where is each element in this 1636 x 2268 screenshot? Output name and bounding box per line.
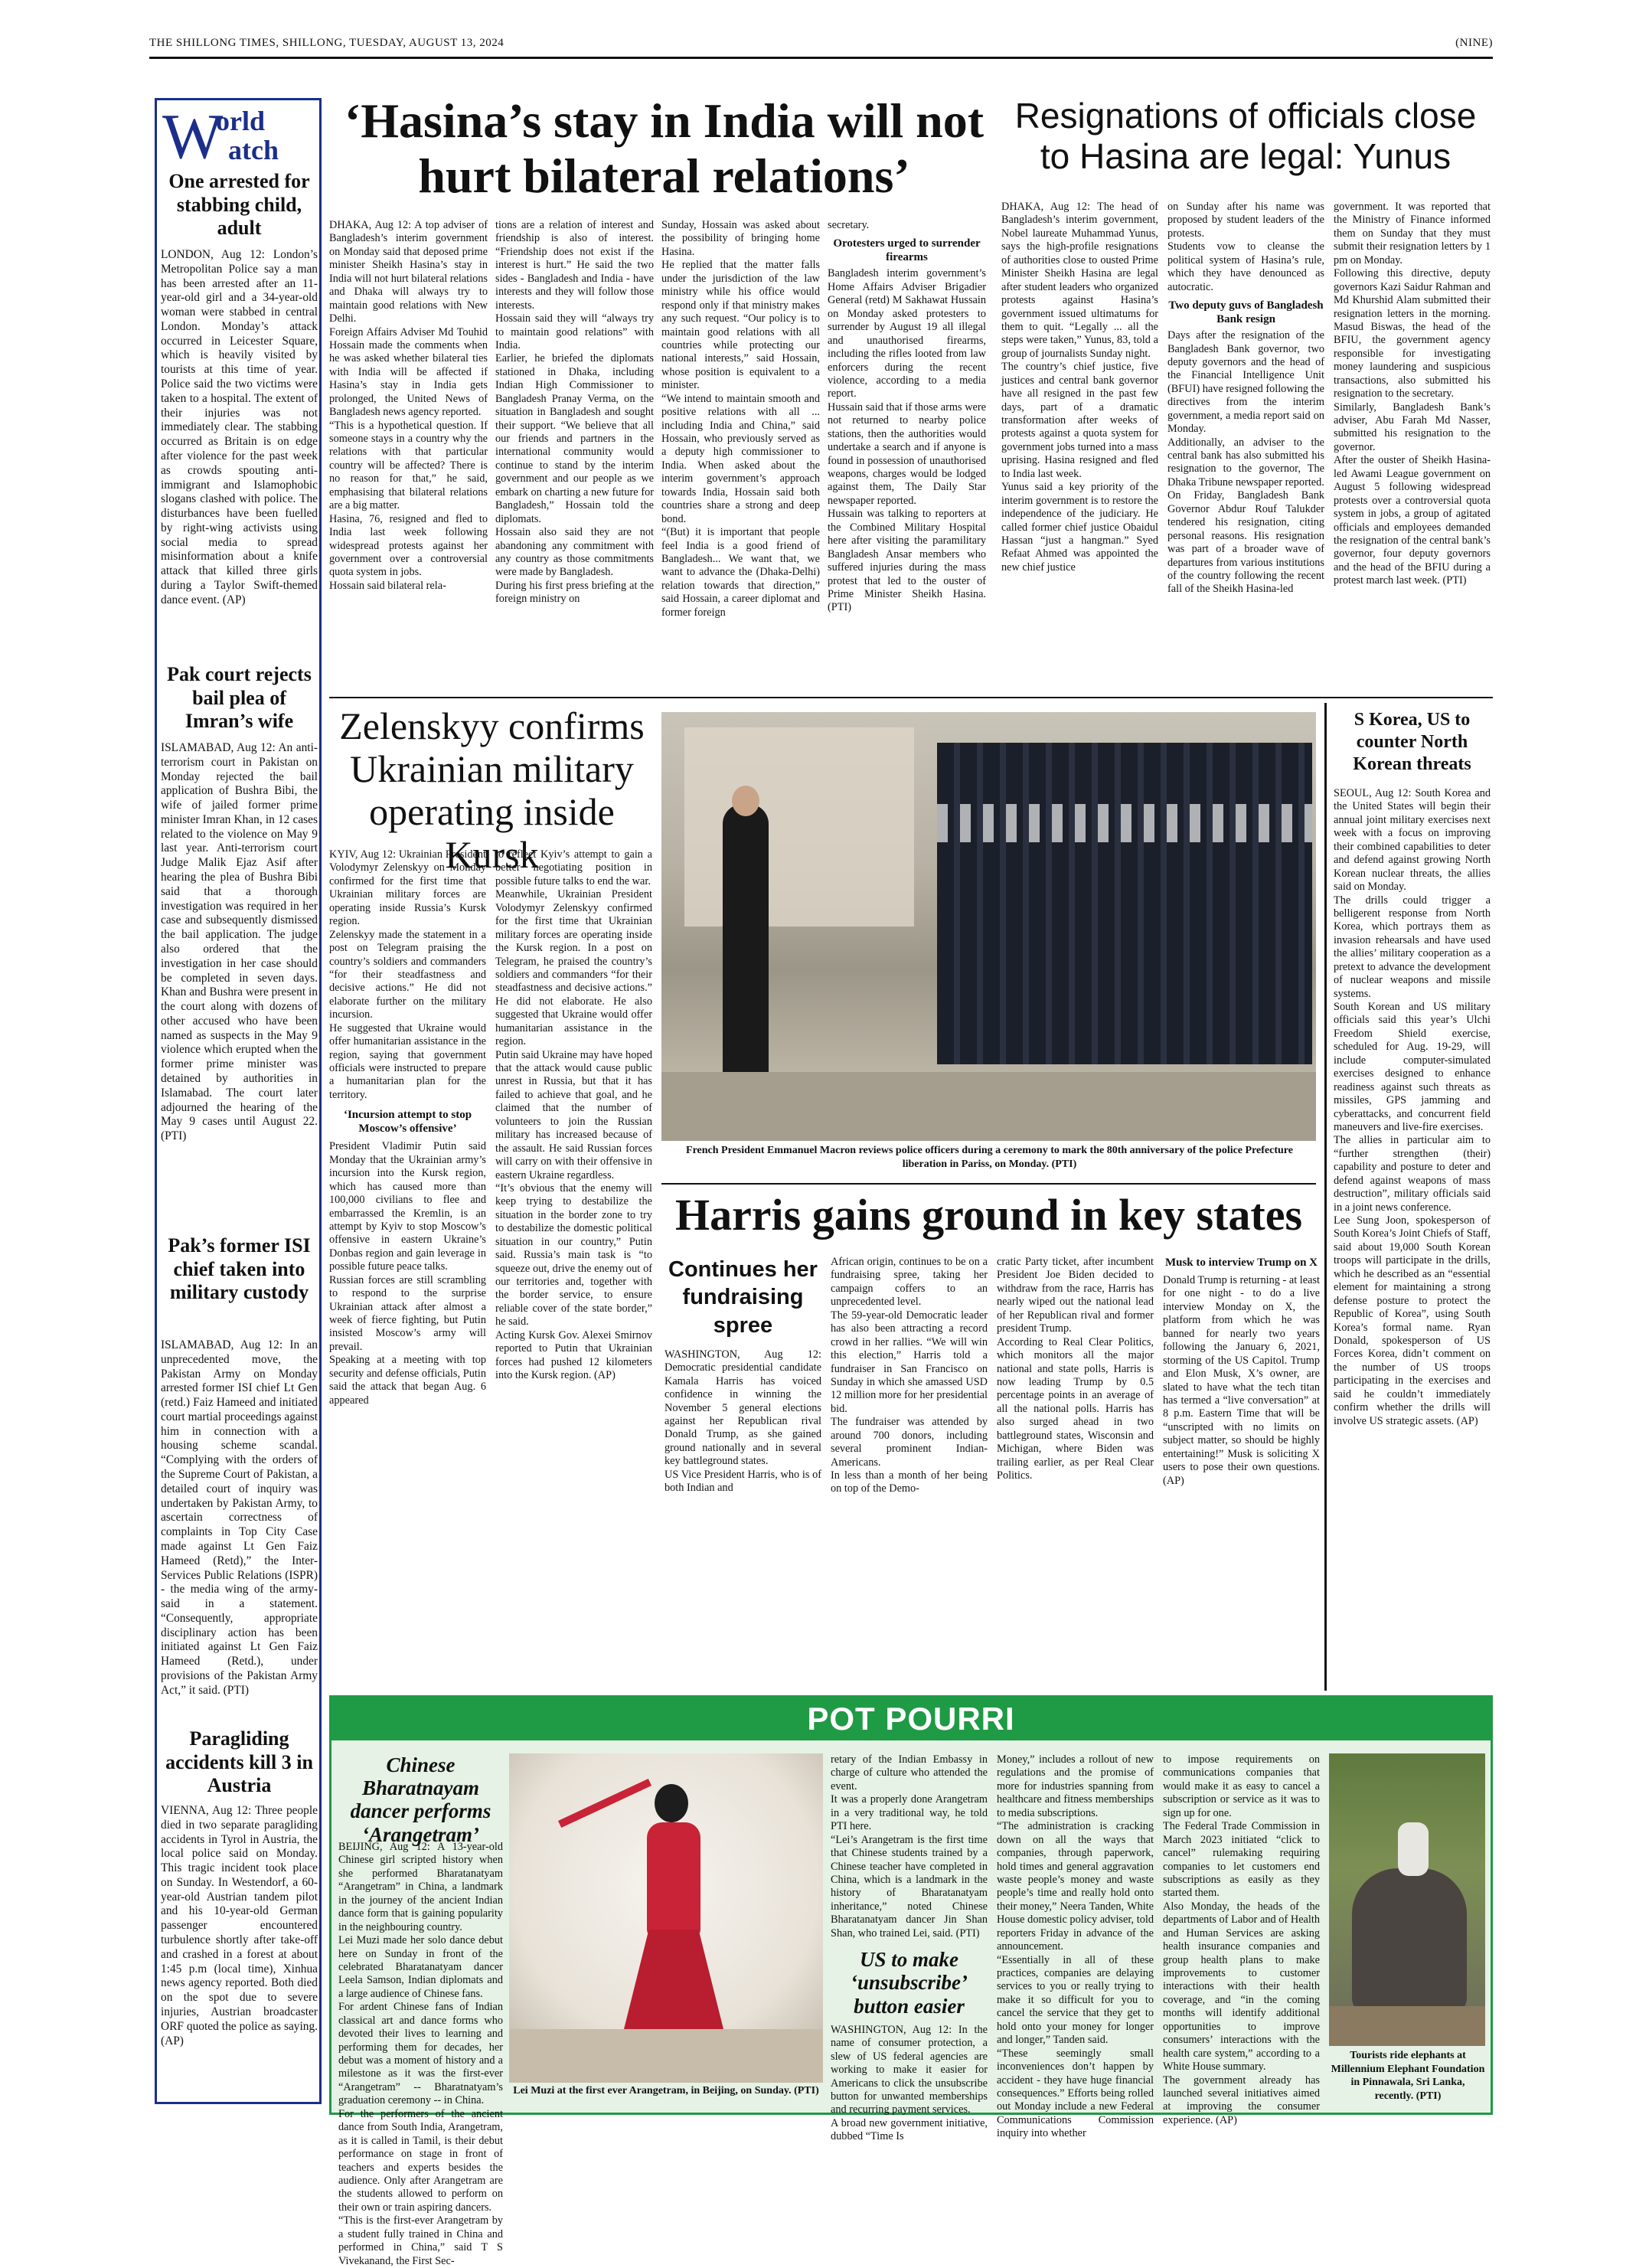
ww-headline-2: Pak court rejects bail plea of Imran’s wife <box>167 663 312 733</box>
skorea-headline: S Korea, US to counter North Korean threats <box>1353 710 1471 774</box>
zelensky-subhead: ‘Incursion attempt to stop Moscow’s offensive’ <box>343 1109 472 1136</box>
hasina-col-2: tions are a relation of interest and friendship is also of interest. “Friendship does not exist if the interest is hurt.” He said the two sides - Bangladesh and India - have interests and they will follow those interests. Hossain said they will “always try to maintain good relations” with India. Earlier, he briefed the diplomats stationed in Dhaka, including Indian High Commissioner to Bangladesh Pranay Verma, on the situation in Bangladesh and sought their support. “We believe that all our friends and partners in the international community would continue to stand by the interim government and our people as we embark on charting a new future for Bangladesh,” Hossain told the diplomats. Hossain also said they are not abandoning any commitment with any country as those commitments were made by Bangladesh. During his first press briefing at the foreign ministry on <box>495 219 654 606</box>
dancer-photo <box>509 1753 823 2083</box>
us-col-3: to impose requirements on communications companies that would make it as easy to cancel a subscription or service as it was to sign up for one. The Federal Trade Commission in March 2023 initiated “click to cancel” rulemaking requiring companies to let customers end subscriptions as easily as they started them. Also Monday, the heads of the departments of Labor and of Health and Human Services are asking health insurance companies and group health plans to make improvements to customer interactions with their health coverage, and “in the coming months will identify additional opportunities to improve consumers’ interactions with the health care system,” according to a White House summary. The government already has launched several initiatives aimed at improving the consumer experience. (AP) <box>1163 1753 1320 2126</box>
ww-story-1: LONDON, Aug 12: London’s Metropolitan Police say a man has been arrested after an 11-year-old girl and a 34-year-old woman were stabbed in central London. Monday’s attack occurred in Leicester Square, which is heavily visited by tourists at this time of year. Police said the two victims were taken to a hospital. The extent of their injuries was not immediately clear. The stabbing occurred as Britain is on edge after violence for the past week as crowds spouting anti-immigrant and Islamophobic slogans clashed with police. The disturbances have been fuelled by right-wing activists using social media to spread misinformation about a knife attack that killed three girls during a Taylor Swift-themed dance event. (AP) <box>161 248 318 606</box>
harris-rule <box>661 1183 1316 1185</box>
harris-col-4: Musk to interview Trump on X Donald Trump is returning - at least for one night - to do a live interview Monday on X, the platform from which he was banned for nearly two years following the January 6, 2021, storming of the US Capitol. Trump and Elon Musk, X’s owner, are slated to have what the tech titan has termed a “live conversation” at 8 p.m. Eastern Time that will be “unscripted with no limits on subject matter, so should be highly entertaining!” Musk is soliciting X users to pose their own questions. (AP) <box>1163 1257 1320 1487</box>
hasina-subhead: Orotesters urged to surrender firearms <box>833 237 981 264</box>
macron-photo <box>661 712 1316 1141</box>
harris-headline: Harris gains ground in key states <box>674 1190 1303 1240</box>
yunus-subhead: Two deputy guvs of Bangladesh Bank resign <box>1168 299 1324 326</box>
harris-kicker: Continues her fundraising spree <box>668 1257 818 1338</box>
section-rule-1 <box>329 697 1493 698</box>
us-column: retary of the Indian Embassy in charge of culture who attended the event. It was a properly done Arangetram in a very traditional way, he told PTI here. “Lei’s Arangetram is the first time that Chinese students trained by a Chinese teacher have completed in China, which is a landmark in the history of Bharatanatyam inheritance,” noted Chinese Bharatanatyam dancer Jin Shan Shan, who trained Lei, said. (PTI) US to make ‘unsubscribe’ button easier WASHINGTON, Aug 12: In the name of consumer protection, a slew of US federal agencies are working to make it easier for Americans to click the unsubscribe button for unwanted memberships and recurring payment services. A broad new government initiative, dubbed “Time Is <box>831 1753 988 2143</box>
harris-subhead: Musk to interview Trump on X <box>1164 1257 1318 1269</box>
zelensky-col-1: KYIV, Aug 12: Ukrainian President Volodymyr Zelenskyy on Monday confirmed for the first time that Ukrainian military forces are operating inside Russia’s Kursk region. Zelenskyy made the statement in a post on Telegram praising the country’s soldiers and commanders “for their steadfastness and decisive actions.” He did not elaborate further on the military incursion. He suggested that Ukraine would offer humanitarian assistance in the region, saying that government officials were instructed to prepare a humanitarian plan for the territory. ‘Incursion attempt to stop Moscow’s offensive’ President Vladimir Putin said Monday that the Ukrainian army’s incursion into the Kursk region, which has caused more than 100,000 civilians to flee and embarrassed the Kremlin, is an attempt by Kyiv to stop Moscow’s offensive in eastern Ukraine’s Donbas region and gain leverage in possible future peace talks. Russian forces are still scrambling to respond to the surprise Ukrainian attack after almost a week of fierce fighting, but Putin insisted Moscow’s army will prevail. Speaking at a meeting with top security and defense officials, Putin said the attack that began Aug. 6 appeared <box>329 848 486 1407</box>
ww-story-2: ISLAMABAD, Aug 12: An anti-terrorism court in Pakistan on Monday rejected the bail application of Bushra Bibi, the wife of jailed former prime minister Imran Khan, in 12 cases related to the violence on May 9 last year. Anti-terrorism court Judge Malik Ejaz Asif after hearing the plea of Bushra Bibi said that a thorough investigation was required in her case and subsequently dismissed the bail application. The judge also ordered that the investigation in her case should be completed in seven days. Khan and Bushra were present in the court along with dozens of other accused who have been named as suspects in the May 9 violence which erupted when the former prime minister was detained by authorities in Islamabad. The court later adjourned the hearing of the May 9 cases until August 22. (PTI) <box>161 741 318 1143</box>
chinese-col-1: BEIJING, Aug 12: A 13-year-old Chinese girl scripted history when she performed Bharatanatyam “Arangetram” in China, a landmark in the journey of the ancient Indian dance form that is gaining popularity in the neighbouring country. Lei Muzi made her solo dance debut here on Sunday in front of the celebrated Bharatanatyam dancer Leela Samson, Indian diplomats and a large audience of Chinese fans. For ardent Chinese fans of Indian classical art and dance forms who devoted their lives to learning and performing them for decades, her debut was a moment of history and a milestone as it was the first-ever “Arangetram” -- Bharatnatyam’s graduation ceremony -- in China. For the performers of the ancient dance from South India, Arangetram, as it is called in Tamil, is their debut performance on stage in front of teachers and experts besides the audience. Only after Arangetram are the students allowed to perform on their own or train aspiring dancers. “This is the first-ever Arangetram by a student fully trained in China and performed in China,” said T S Vivekanand, the First Sec- <box>338 1841 503 2267</box>
hasina-col-3: Sunday, Hossain was asked about the possibility of bringing home Hasina. He replied that the matter falls under the jurisdiction of the law ministry while his office would respond only if that ministry makes any such request. “Our policy is to maintain good relations with all countries while protecting our national interests,” said Hossain, whose position is equivalent to a minister. “We intend to maintain smooth and positive relations with all ... including India and China,” said Hossain, who previously served as a deputy high commissioner to India. When asked about the interim government’s approach towards India, Hossain said both countries share a strong and deep bond. “(But) it is important that people feel India is a good friend of Bangladesh... We want that, we want to advance the (Dhaka-Delhi) relation towards that direction,” said Hossain, a career diplomat and former foreign <box>661 219 820 619</box>
ww-story-3: ISLAMABAD, Aug 12: In an unprecedented move, the Pakistan Army on Monday arrested former ISI chief Lt Gen (retd.) Faiz Hameed and initiated court martial proceedings against him in connection with a housing scheme scandal. “Complying with the orders of the Supreme Court of Pakistan, a detailed court of inquiry was undertaken by Pakistan Army, to ascertain correctness of complaints in Top City Case made against Lt Gen Faiz Hameed (Retd),” the Inter-Services Public Relations (ISPR) - the media wing of the army- said in a statement. “Consequently, appropriate disciplinary action has been initiated against Lt Gen Faiz Hameed (Retd.), under provisions of the Pakistan Army Act,” it said. (PTI) <box>161 1338 318 1697</box>
hasina-col-4: secretary. Orotesters urged to surrender firearms Bangladesh interim government’s Home Affairs Adviser Brigadier General (retd) M Sakhawat Hussain on Monday asked protesters to surrender by August 19 all illegal and unauthorised firearms, including the rifles looted from law enforcers during the recent violence, according to a media report. Hussain said that if those arms were not returned to nearby police stations, then the authorities would undertake a search and if anyone is found in possession of unauthorised weapons, charges would be lodged against them, The Daily Star newspaper reported. Hussain was talking to reporters at the Combined Military Hospital here after visiting the paramilitary Bangladesh Ansar members who suffered injuries during the mass protest that led to the ouster of Prime Minister Sheikh Hasina. (PTI) <box>828 219 986 614</box>
harris-col-2: African origin, continues to be on a fundraising spree, taking her campaign coffers to an unprecedented level. The 59-year-old Democratic leader has also been attracting a record crowd in her rallies. “We will win this election,” Harris told a fundraiser in San Francisco on Sunday in which she amassed USD 12 million more for her presidential bid. The fundraiser was attended by around 700 donors, including several prominent Indian-Americans. In less than a month of her being on top of the Demo- <box>831 1256 988 1495</box>
yunus-col-3: government. It was reported that the Ministry of Finance informed them on Sunday that they must submit their resignation letters by 1 pm on Monday. Following this directive, deputy governors Kazi Saidur Rahman and Md Khurshid Alam submitted their resignation letters in the morning. Masud Biswas, the head of the BFIU, the government agency responsible for investigating money laundering and suspicious transactions, also submitted his resignation to the secretary. Similarly, Bangladesh Bank’s adviser, Abu Farah Md Nasser, submitted his resignation to the governor. After the ouster of Sheikh Hasina-led Awami League government on August 5 following widespread protests over a controversial quota system in jobs, a group of agitated officials and employees demanded the resignation of the central bank’s governor, four deputy governors and the head of the BFIU during a protest march last week. (PTI) <box>1334 201 1491 587</box>
harris-col-3: cratic Party ticket, after incumbent President Joe Biden decided to withdraw from the race, Harris has nearly wiped out the national lead of her Republican rival and former president Trump. According to Real Clear Politics, which monitors all the major national and state polls, Harris is now leading Trump by 0.5 percentage points in an average of all the national polls. Harris has also surged ahead in two battleground states, Wisconsin and Michigan, where Biden was trailing earlier, as per Real Clear Politics. <box>997 1256 1154 1482</box>
world-watch-logo: W orld atch <box>162 101 279 172</box>
yunus-col-2: on Sunday after his name was proposed by student leaders of the protests. Students vow to cleanse the political system of Hasina’s rule, which they have denounced as autocratic. Two deputy guvs of Bangladesh Bank resign Days after the resignation of the Bangladesh Bank governor, two deputy governors and the head of the Financial Intelligence Unit (BFUI) have resigned following the directives from the interim government, a media report said on Monday. Additionally, an adviser to the central bank has also submitted his resignation to the governor, The Dhaka Tribune newspaper reported. On Friday, Bangladesh Bank Governor Abdur Rouf Talukder tendered his resignation, citing personal reasons. His resignation was part of a broader wave of departures from various institutions of the country following the recent fall of the Sheikh Hasina-led <box>1167 201 1324 596</box>
ww-headline-3: Pak’s former ISI chief taken into military custody <box>168 1234 311 1304</box>
skorea-rule <box>1324 703 1327 1691</box>
ww-headline-4: Paragliding accidents kill 3 in Austria <box>165 1727 313 1797</box>
masthead-left: THE SHILLONG TIMES, SHILLONG, TUESDAY, AUGUST 13, 2024 <box>149 37 505 49</box>
skorea-body: SEOUL, Aug 12: South Korea and the United States will begin their annual joint military exercises next week with a focus on improving their combined capabilities to deter and defend against growing North Korean nuclear threats, the allies said on Monday. The drills could trigger a belligerent response from North Korea, which portrays them as invasion rehearsals and have used the allies’ military cooperation as a pretext to advance the development of nuclear weapons and missile systems. South Korean and US military officials said this year’s Ulchi Freedom Shield exercise, scheduled for Aug. 19-29, will include computer-simulated exercises designed to enhance readiness against such threats as missiles, GPS jamming and cyberattacks, and concurrent field maneuvers and live-fire exercises. The allies in particular aim to “further strengthen (their) capability and posture to deter and defend against weapons of mass destruction”, military officials said in a joint news conference. Lee Sung Joon, spokesperson of South Korea’s Joint Chiefs of Staff, said about 19,000 South Korean troops will participate in the drills, which he described as an “essential element for maintaining a strong defense posture to protect the Republic of Korea”, using South Korea’s formal name. Ryan Donald, spokesperson of US Forces Korea, didn’t comment on the number of US troops participating in the exercises and said he couldn’t immediately confirm whether the drills will involve US strategic assets. (AP) <box>1334 787 1491 1427</box>
macron-caption: French President Emmanuel Macron reviews police officers during a ceremony to mark the 80th anniversary of the police Prefecture liberation in Pariss, on Monday. (PTI) <box>686 1145 1293 1170</box>
chinese-headline: Chinese Bharatnayam dancer performs ‘Arangetram’ <box>350 1753 491 1846</box>
zelensky-headline: Zelenskyy confirms Ukrainian military operating inside Kursk <box>339 704 645 876</box>
potpourri-banner: POT POURRI <box>331 1698 1491 1740</box>
us-headline: US to make ‘unsubscribe’ button easier <box>850 1948 968 2018</box>
hasina-col-1: DHAKA, Aug 12: A top adviser of Bangladesh’s interim government on Monday said that deposed prime minister Sheikh Hasina’s stay in India will not hurt bilateral relations and Dhaka will always try to maintain good relations with New Delhi. Foreign Affairs Adviser Md Touhid Hossain made the comments when he was asked whether bilateral ties with India will be affected if Hasina’s stay in India gets prolonged, the United News of Bangladesh news agency reported. “This is a hypothetical question. If someone stays in a country why the relations with that particular country will be affected? There is no reason for that,” he said, emphasising that bilateral relations are a big matter. Hasina, 76, resigned and fled to India last week following widespread protests against her government over a controversial quota system in jobs. Hossain said bilateral rela- <box>329 219 488 592</box>
harris-col-1: Continues her fundraising spree WASHINGTON, Aug 12: Democratic presidential candidate Kamala Harris has voiced confidence in winning the November 5 general elections against her Republican rival Donald Trump, as she gained ground nationally and in several key battleground states. US Vice President Harris, who is of both Indian and <box>665 1257 821 1495</box>
page-number: (NINE) <box>1455 37 1493 49</box>
hasina-headline: ‘Hasina’s stay in India will not hurt bilateral relations’ <box>344 93 985 203</box>
ww-headline-1: One arrested for stabbing child, adult <box>168 170 310 240</box>
us-col-2: Money,” includes a rollout of new regulations and the promise of more for industries spanning from healthcare and fitness memberships to media subscriptions. “The administration is cracking down on all the ways that companies, through paperwork, hold times and general aggravation waste people’s money and waste people’s time and really hold onto their money,” Neera Tanden, White House domestic policy adviser, told reporters Friday in advance of the announcement. “Essentially in all of these practices, companies are delaying services to you or really trying to make it so difficult for you to cancel the service that they get to hold onto your money for longer and longer,” Tanden said. “These seemingly small inconveniences don’t happen by accident - they have huge financial consequences.” Efforts being rolled out Monday include a new Federal Communications Commission inquiry into whether <box>997 1753 1154 2140</box>
yunus-headline: Resignations of officials close to Hasina are legal: Yunus <box>1014 96 1477 176</box>
elephant-caption: Tourists ride elephants at Millennium Elephant Foundation in Pinnawala, Sri Lanka, recently. (PTI) <box>1331 2050 1485 2102</box>
zelensky-col-2: to reflect Kyiv’s attempt to gain a better negotiating position in possible future talks to end the war. Meanwhile, Ukrainian President Volodymyr Zelenskyy confirmed for the first time that Ukrainian military forces are operating inside the Kursk region. In a post on Telegram, he praised the country’s soldiers and commanders “for their steadfastness and decisive actions.” He did not elaborate. He also suggested that Ukraine would offer humanitarian assistance in the region. Putin said Ukraine may have hoped that the attack would cause public unrest in Russia, but that it has failed to achieve that goal, and he claimed that the number of volunteers to join the Russian military has increased because of the assault. He said Russian forces will carry on with their offensive in eastern Ukraine regardless. “It’s obvious that the enemy will keep trying to destabilize the situation in the border zone to try to destabilize the domestic political situation in our country,” Putin said. Russia’s main task is “to squeeze out, drive the enemy out of our territories and, together with the border service, to ensure reliable cover of the state border,” he said. Acting Kursk Gov. Alexei Smirnov reported to Putin that Ukrainian forces had pushed 12 kilometers into the Kursk region. (AP) <box>495 848 652 1382</box>
dancer-caption: Lei Muzi at the first ever Arangetram, in Beijing, on Sunday. (PTI) <box>513 2085 819 2096</box>
yunus-col-1: DHAKA, Aug 12: The head of Bangladesh’s interim government, Nobel laureate Muhammad Yunus, says the high-profile resignations of authorities close to ousted Prime Minister Sheikh Hasina are legal after student leaders who organized protests against Hasina’s government issued ultimatums for them to quit. “Legally ... all the steps were taken,” Yunus, 83, told a group of journalists Sunday night. The country’s chief justice, five justices and central bank governor have all resigned in the past few days, part of a dramatic transformation after weeks of protests against a quota system for government jobs turned into a mass uprising. Hasina resigned and fled to India last week. Yunus said a key priority of the interim government is to restore the independence of the judiciary. He called former chief justice Obaidul Hassan “just a hangman.” Syed Refaat Ahmed was appointed the new chief justice <box>1001 201 1158 574</box>
masthead-rule <box>149 57 1493 59</box>
ww-story-4: VIENNA, Aug 12: Three people died in two separate paragliding accidents in Tyrol in Austria, the local police said on Monday. This tragic incident took place on Sunday. In Westendorf, a 60-year-old Austrian tandem pilot and his 10-year-old German passenger encountered turbulence shortly after take-off and crashed in a forest at about 1:45 p.m (local time), Xinhua news agency reported. Both died on the spot due to severe injuries, Austrian broadcaster ORF quoted the police as saying. (AP) <box>161 1804 318 2047</box>
elephant-photo <box>1329 1753 1485 2046</box>
